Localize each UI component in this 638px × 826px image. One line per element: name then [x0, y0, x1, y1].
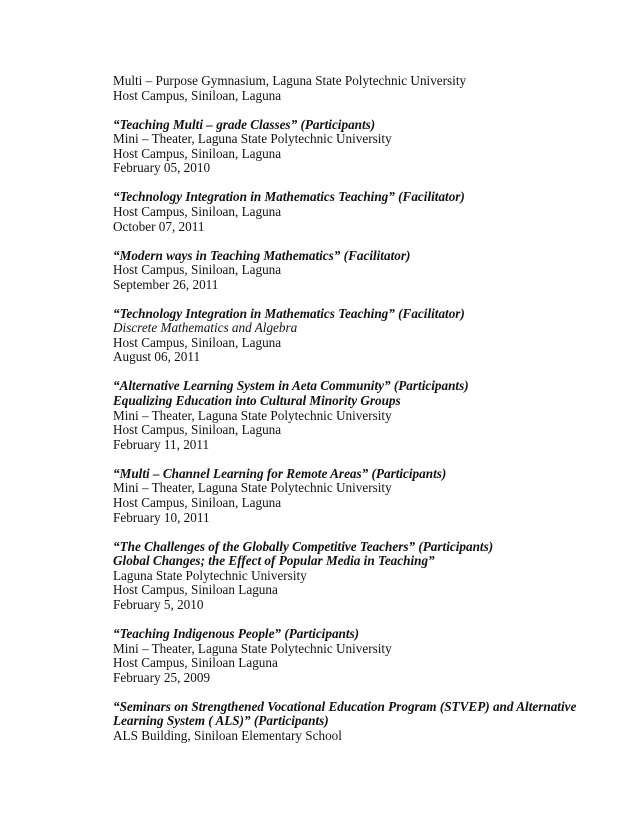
seminar-detail: September 26, 2011	[113, 276, 219, 292]
seminar-detail: Mini – Theater, Laguna State Polytechnic University	[113, 131, 392, 147]
seminar-detail: February 25, 2009	[113, 669, 211, 685]
seminar-detail: February 10, 2011	[113, 509, 210, 525]
seminar-detail: Multi – Purpose Gymnasium, Laguna State Polytechnic University	[113, 73, 467, 88]
seminar-detail: February 05, 2010	[113, 160, 211, 176]
seminar-detail: February 5, 2010	[113, 596, 204, 612]
seminar-entry	[113, 379, 613, 452]
seminar-title: Learning System ( ALS)” (Participants)	[113, 713, 329, 729]
seminar-entry	[113, 700, 613, 744]
seminar-detail: February 11, 2011	[113, 436, 210, 452]
seminar-detail: Host Campus, Siniloan, Laguna	[113, 262, 282, 278]
seminar-detail: Host Campus, Siniloan, Laguna	[113, 495, 282, 510]
seminar-detail: Host Campus, Siniloan Laguna	[113, 582, 278, 598]
seminar-entry	[113, 118, 613, 176]
seminar-detail: Host Campus, Siniloan, Laguna	[113, 145, 282, 161]
seminar-entry	[113, 627, 613, 685]
seminar-detail: Mini – Theater, Laguna State Polytechnic University	[113, 640, 392, 656]
seminar-detail: Mini – Theater, Laguna State Polytechnic University	[113, 407, 392, 423]
seminar-title: “Teaching Indigenous People” (Participants)	[113, 625, 360, 641]
seminar-title: “Modern ways in Teaching Mathematics” (Facilitator)	[113, 247, 411, 263]
seminar-detail: Mini – Theater, Laguna State Polytechnic University	[113, 480, 392, 496]
seminar-detail: Host Campus, Siniloan, Laguna	[113, 422, 282, 438]
seminar-entry	[113, 540, 613, 613]
seminar-entry	[113, 74, 613, 103]
seminar-title: Equalizing Education into Cultural Minority Groups	[113, 393, 401, 409]
seminar-entry	[113, 249, 613, 293]
seminar-detail: Host Campus, Siniloan, Laguna	[113, 334, 282, 350]
seminar-title: “Alternative Learning System in Aeta Community” (Participants)	[113, 378, 469, 394]
seminar-title: “Multi – Channel Learning for Remote Areas” (Participants)	[113, 465, 447, 481]
seminar-entry	[113, 190, 613, 234]
seminar-detail: Host Campus, Siniloan, Laguna	[113, 203, 282, 219]
seminar-detail: Laguna State Polytechnic University	[113, 567, 307, 583]
seminar-title: “Technology Integration in Mathematics Teaching” (Facilitator)	[113, 189, 465, 205]
seminar-title: “Teaching Multi – grade Classes” (Participants)	[113, 116, 376, 132]
seminar-title: “Technology Integration in Mathematics Teaching” (Facilitator)	[113, 305, 465, 321]
seminar-entry	[113, 467, 613, 525]
seminar-subtopic: Discrete Mathematics and Algebra	[113, 320, 298, 336]
seminar-detail: October 07, 2011	[113, 218, 205, 234]
seminar-detail: ALS Building, Siniloan Elementary School	[113, 727, 342, 743]
seminar-detail: Host Campus, Siniloan, Laguna	[113, 87, 282, 103]
seminar-title: “The Challenges of the Globally Competitive Teachers” (Participants)	[113, 538, 494, 554]
seminar-detail: August 06, 2011	[113, 349, 201, 365]
document-page	[113, 74, 613, 758]
seminar-title: Global Changes; the Effect of Popular Media in Teaching”	[113, 553, 435, 569]
seminar-title: “Seminars on Strengthened Vocational Education Program (STVEP) and Alternative	[113, 698, 577, 714]
seminar-detail: Host Campus, Siniloan Laguna	[113, 655, 278, 671]
seminar-entry	[113, 307, 613, 365]
